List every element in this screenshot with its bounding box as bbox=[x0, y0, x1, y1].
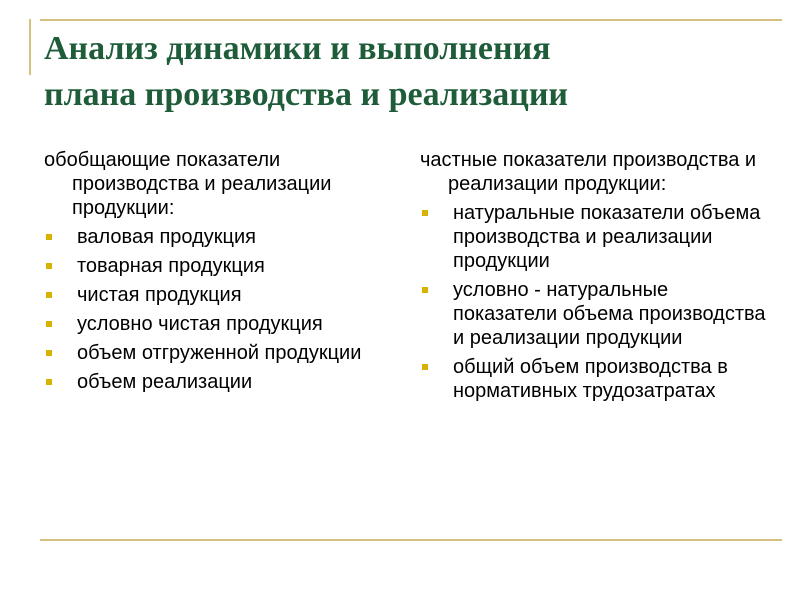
slide-title-line-1: Анализ динамики и выполнения bbox=[44, 30, 551, 67]
list-item bbox=[420, 278, 770, 350]
list-item-text: валовая продукция bbox=[77, 226, 256, 248]
top-divider bbox=[40, 19, 782, 21]
square-bullet-icon bbox=[46, 321, 52, 327]
list-item bbox=[44, 341, 394, 365]
right-column-intro: частные показатели производства и реализации продукции: bbox=[420, 149, 757, 195]
list-item-text: объем реализации bbox=[77, 371, 253, 393]
list-item-text: условно чистая продукция bbox=[77, 313, 323, 335]
square-bullet-icon bbox=[46, 350, 52, 356]
list-item-text: натуральные показатели объема производства и реализации продукции bbox=[453, 202, 761, 272]
list-item bbox=[420, 355, 770, 403]
right-bullet-list bbox=[420, 201, 770, 403]
left-accent-rule bbox=[29, 19, 31, 75]
right-column bbox=[420, 148, 770, 408]
slide-title-line-2: плана производства и реализации bbox=[44, 76, 568, 113]
square-bullet-icon bbox=[46, 379, 52, 385]
left-column bbox=[44, 148, 394, 399]
list-item-text: объем отгруженной продукции bbox=[77, 342, 362, 364]
left-bullet-list bbox=[44, 225, 394, 394]
square-bullet-icon bbox=[46, 263, 52, 269]
list-item bbox=[44, 370, 394, 394]
square-bullet-icon bbox=[46, 292, 52, 298]
slide-title bbox=[44, 26, 784, 118]
list-item bbox=[44, 254, 394, 278]
bottom-divider bbox=[40, 539, 782, 541]
square-bullet-icon bbox=[46, 234, 52, 240]
list-item-text: товарная продукция bbox=[77, 255, 265, 277]
square-bullet-icon bbox=[422, 210, 428, 216]
left-column-intro: обобщающие показатели производства и реализации продукции: bbox=[44, 149, 332, 219]
list-item bbox=[420, 201, 770, 273]
square-bullet-icon bbox=[422, 364, 428, 370]
list-item bbox=[44, 225, 394, 249]
list-item-text: чистая продукция bbox=[77, 284, 242, 306]
list-item bbox=[44, 283, 394, 307]
square-bullet-icon bbox=[422, 287, 428, 293]
list-item-text: общий объем производства в нормативных трудозатратах bbox=[453, 356, 728, 402]
list-item bbox=[44, 312, 394, 336]
list-item-text: условно - натуральные показатели объема производства и реализации продукции bbox=[453, 279, 766, 349]
